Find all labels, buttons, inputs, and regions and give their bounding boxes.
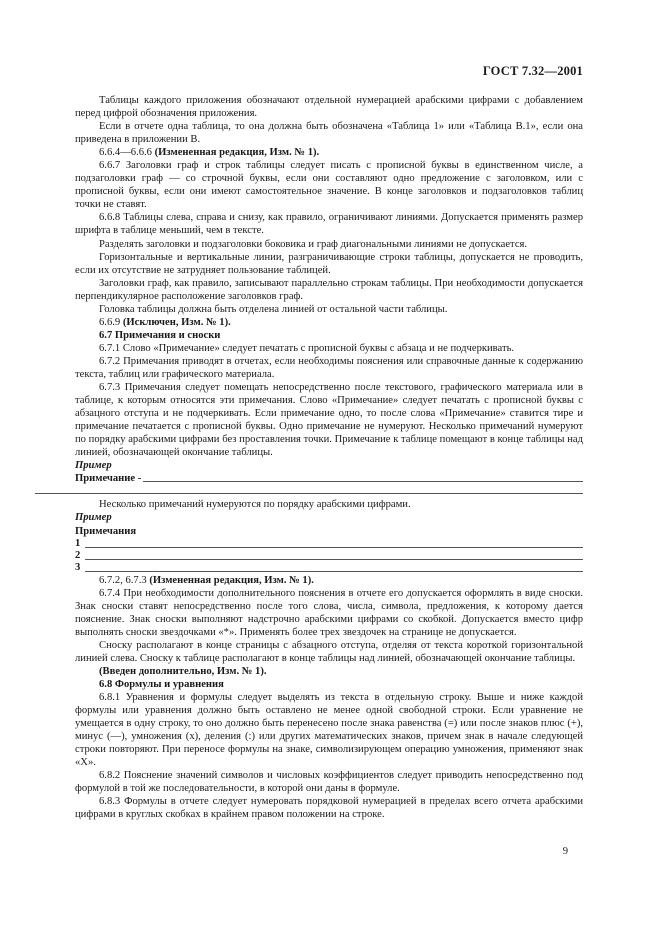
note-number: 1 xyxy=(75,537,81,549)
page-number: 9 xyxy=(562,846,568,857)
blank-line xyxy=(143,480,583,482)
paragraph: Если в отчете одна таблица, то она должна быть обозначена «Таблица 1» или «Таблица В.1», если она приведена в приложении В. xyxy=(75,121,583,146)
paragraph: Сноску располагают в конце страницы с абзацного отступа, отделяя от текста короткой горизонтальной линией слева. Сноску к таблице располагают в конце таблицы над линией, обозначающей окончание таблицы. xyxy=(75,639,583,664)
paragraph: Таблицы каждого приложения обозначают отдельной нумерацией арабскими цифрами с добавлением перед цифрой обозначения приложения. xyxy=(75,95,583,120)
amendment-note: (Введен дополнительно, Изм. № 1). xyxy=(99,665,267,677)
paragraph: Головка таблицы должна быть отделена линией от остальной части таблицы. xyxy=(99,303,448,315)
note-number: 2 xyxy=(75,549,81,561)
numbered-note-line xyxy=(75,562,583,574)
example-label: Пример xyxy=(75,512,112,524)
paragraph: Заголовки граф, как правило, записывают параллельно строкам таблицы. При необходимости допускается перпендикулярное расположение заголовков граф. xyxy=(75,277,583,302)
paragraph: Разделять заголовки и подзаголовки боковика и граф диагональными линиями не допускается. xyxy=(99,238,528,250)
section-heading: 6.8 Формулы и уравнения xyxy=(99,678,224,690)
note-number: 3 xyxy=(75,561,81,573)
paragraph: 6.8.2 Пояснение значений символов и числовых коэффициентов следует приводить непосредственно под формулой в той же последовательности, в которой они даны в формуле. xyxy=(75,770,583,795)
paragraph: 6.6.8 Таблицы слева, справа и снизу, как правило, ограничивают линиями. Допускается применять размер шрифта в таблице меньший, чем в тексте. xyxy=(75,212,583,237)
document-code: ГОСТ 7.32—2001 xyxy=(482,64,583,78)
blank-line xyxy=(35,485,583,494)
section-heading: 6.7 Примечания и сноски xyxy=(99,329,221,341)
paragraph: 6.7.1 Слово «Примечание» следует печатать с прописной буквы с абзаца и не подчеркивать. xyxy=(99,342,515,354)
amendment-note: 6.6.9 (Исключен, Изм. № 1). xyxy=(99,316,231,328)
paragraph: Несколько примечаний нумеруются по порядку арабскими цифрами. xyxy=(99,499,411,511)
page-content xyxy=(75,94,583,821)
example-label: Пример xyxy=(75,460,112,472)
paragraph: Горизонтальные и вертикальные линии, разграничивающие строки таблицы, допускается не проводить, если их отсутствие не затрудняет пользование таблицей. xyxy=(75,251,583,276)
blank-line xyxy=(85,546,583,548)
example-note-line xyxy=(75,472,583,485)
numbered-note-line xyxy=(75,550,583,562)
paragraph: 6.8.1 Уравнения и формулы следует выделять из текста в отдельную строку. Выше и ниже каждой формулы или уравнения должно быть оставлено не менее одной свободной строки. Если уравнение не умещается в одну строку, то оно должно быть перенесено после знака равенства (=) или после знаков плюс (+), минус (—), умножения (х), деления (:) или других математических знаков, причем знак в начале следующей строки повторяют. При переносе формулы на знаке, символизирующем операцию умножения, применяют знак «Х». xyxy=(75,691,583,769)
paragraph: 6.7.3 Примечания следует помещать непосредственно после текстового, графического материала или в таблице, к которым относятся эти примечания. Слово «Примечание» следует печатать с прописной буквы с абзацного отступа и не подчеркивать. Если примечание одно, то после слова «Примечание» ставится тире и примечание печатается с прописной буквы. Одно примечание не нумеруют. Несколько примечаний нумеруют по порядку арабскими цифрами без проставления точки. Примечание к таблице помещают в конце таблицы над линией, обозначающей окончание таблицы. xyxy=(75,382,583,459)
amendment-note: 6.7.2, 6.7.3 (Измененная редакция, Изм. № 1). xyxy=(99,574,314,586)
notes-label: Примечания xyxy=(75,525,137,537)
paragraph: 6.7.2 Примечания приводят в отчетах, если необходимы пояснения или справочные данные к содержанию текста, таблиц или графического материала. xyxy=(75,355,583,380)
paragraph: 6.6.7 Заголовки граф и строк таблицы следует писать с прописной буквы в единственном числе, а подзаголовки граф — со строчной буквы, если они составляют одно предложение с заголовком, или с прописной буквы, если они имеют самостоятельное значение. В конце заголовков и подзаголовков таблиц точки не ставят. xyxy=(75,160,583,211)
amendment-note: 6.6.4—6.6.6 (Измененная редакция, Изм. № 1). xyxy=(99,147,320,159)
note-label: Примечание - xyxy=(75,473,142,485)
blank-line xyxy=(85,558,583,560)
paragraph: 6.7.4 При необходимости дополнительного пояснения в отчете его допускается оформлять в виде сноски. Знак сноски ставят непосредственно после того слова, числа, символа, предложения, к которому дается пояснение. Знак сноски выполняют надстрочно арабскими цифрами со скобкой. Допускается вместо цифр выполнять сноски звездочками «*». Применять более трех звездочек на странице не допускается. xyxy=(75,587,583,638)
numbered-note-line xyxy=(75,538,583,550)
paragraph: 6.8.3 Формулы в отчете следует нумеровать порядковой нумерацией в пределах всего отчета арабскими цифрами в круглых скобках в крайнем правом положении на строке. xyxy=(75,796,583,821)
blank-line xyxy=(85,570,583,572)
